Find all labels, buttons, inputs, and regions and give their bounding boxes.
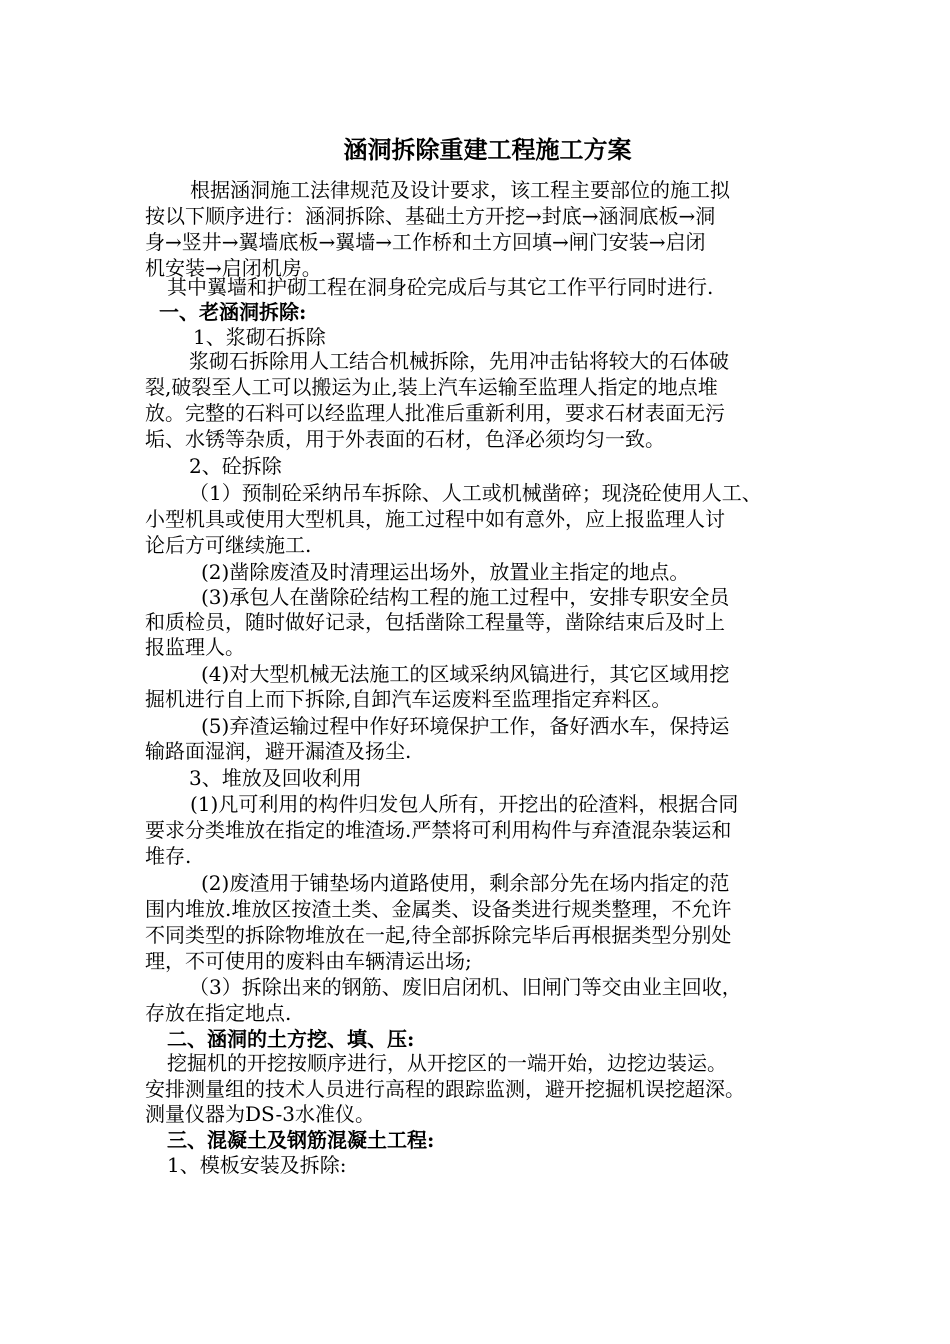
paragraph-line: 存放在指定地点. xyxy=(145,1001,292,1025)
paragraph-line: 理，不可使用的废料由车辆清运出场; xyxy=(145,949,472,973)
paragraph-line: （3）拆除出来的钢筋、废旧启闭机、旧闸门等交由业主回收， xyxy=(189,975,742,999)
section-heading: 三、混凝土及钢筋混凝土工程: xyxy=(167,1128,435,1152)
paragraph-line: 裂,破裂至人工可以搬运为止,装上汽车运输至监理人指定的地点堆 xyxy=(145,375,718,399)
paragraph-line: (2)凿除废渣及时清理运出场外，放置业主指定的地点。 xyxy=(201,560,690,584)
document-title: 涵洞拆除重建工程施工方案 xyxy=(343,135,632,164)
paragraph-line: 不同类型的拆除物堆放在一起,待全部拆除完毕后再根据类型分别处 xyxy=(145,923,732,947)
section-heading: 一、老涵洞拆除: xyxy=(159,300,307,324)
paragraph-line: 和质检员，随时做好记录，包括凿除工程量等，凿除结束后及时上 xyxy=(145,610,725,634)
paragraph-line: (1)凡可利用的构件归发包人所有，开挖出的砼渣料，根据合同 xyxy=(190,792,739,816)
subsection-heading: 1、浆砌石拆除 xyxy=(193,325,326,349)
paragraph-line: 报监理人。 xyxy=(145,635,245,659)
paragraph-line: 围内堆放.堆放区按渣土类、金属类、设备类进行规类整理，不允许 xyxy=(145,897,732,921)
paragraph-line: （1）预制砼采纳吊车拆除、人工或机械凿碎；现浇砼使用人工、 xyxy=(189,481,762,505)
paragraph-line: (2)废渣用于铺垫场内道路使用，剩余部分先在场内指定的范 xyxy=(201,871,730,895)
subsection-heading: 2、砼拆除 xyxy=(189,454,282,478)
paragraph-line: 其中翼墙和护砌工程在洞身砼完成后与其它工作平行同时进行. xyxy=(167,275,714,299)
paragraph-line: (3)承包人在凿除砼结构工程的施工过程中，安排专职安全员 xyxy=(201,585,730,609)
paragraph-line: 垢、水锈等杂质，用于外表面的石材，色泽必须均匀一致。 xyxy=(145,427,665,451)
paragraph-line: 挖掘机的开挖按顺序进行，从开挖区的一端开始，边挖边装运。 xyxy=(167,1051,727,1075)
subsection-heading: 3、堆放及回收利用 xyxy=(189,766,362,790)
paragraph-line: (5)弃渣运输过程中作好环境保护工作，备好洒水车，保持运 xyxy=(201,714,730,738)
paragraph-line: 机安装→启闭机房。 xyxy=(145,256,322,280)
paragraph-line: (4)对大型机械无法施工的区域采纳风镐进行，其它区域用挖 xyxy=(201,662,730,686)
paragraph-line: 根据涵洞施工法律规范及设计要求，该工程主要部位的施工拟 xyxy=(190,178,730,202)
paragraph-line: 要求分类堆放在指定的堆渣场.严禁将可利用构件与弃渣混杂装运和 xyxy=(145,818,732,842)
paragraph-line: 身→竖井→翼墙底板→翼墙→工作桥和土方回填→闸门安装→启闭 xyxy=(145,230,706,254)
paragraph-line: 论后方可继续施工. xyxy=(145,533,312,557)
paragraph-line: 输路面湿润，避开漏渣及扬尘. xyxy=(145,739,412,763)
section-heading: 二、涵洞的土方挖、填、压: xyxy=(167,1027,415,1051)
subsection-heading: 1、模板安装及拆除: xyxy=(167,1153,347,1177)
paragraph-line: 放。完整的石料可以经监理人批准后重新利用，要求石材表面无污 xyxy=(145,401,725,425)
paragraph-line: 按以下顺序进行：涵洞拆除、基础土方开挖→封底→涵洞底板→洞 xyxy=(145,204,716,228)
paragraph-line: 小型机具或使用大型机具，施工过程中如有意外，应上报监理人讨 xyxy=(145,507,725,531)
paragraph-line: 安排测量组的技术人员进行高程的跟踪监测，避开挖掘机误挖超深。 xyxy=(145,1077,745,1101)
paragraph-line: 浆砌石拆除用人工结合机械拆除，先用冲击钻将较大的石体破 xyxy=(189,349,729,373)
paragraph-line: 测量仪器为DS-3水准仪。 xyxy=(145,1102,375,1126)
paragraph-line: 掘机进行自上而下拆除,自卸汽车运废料至监理指定弃料区。 xyxy=(145,687,672,711)
paragraph-line: 堆存. xyxy=(145,844,192,868)
